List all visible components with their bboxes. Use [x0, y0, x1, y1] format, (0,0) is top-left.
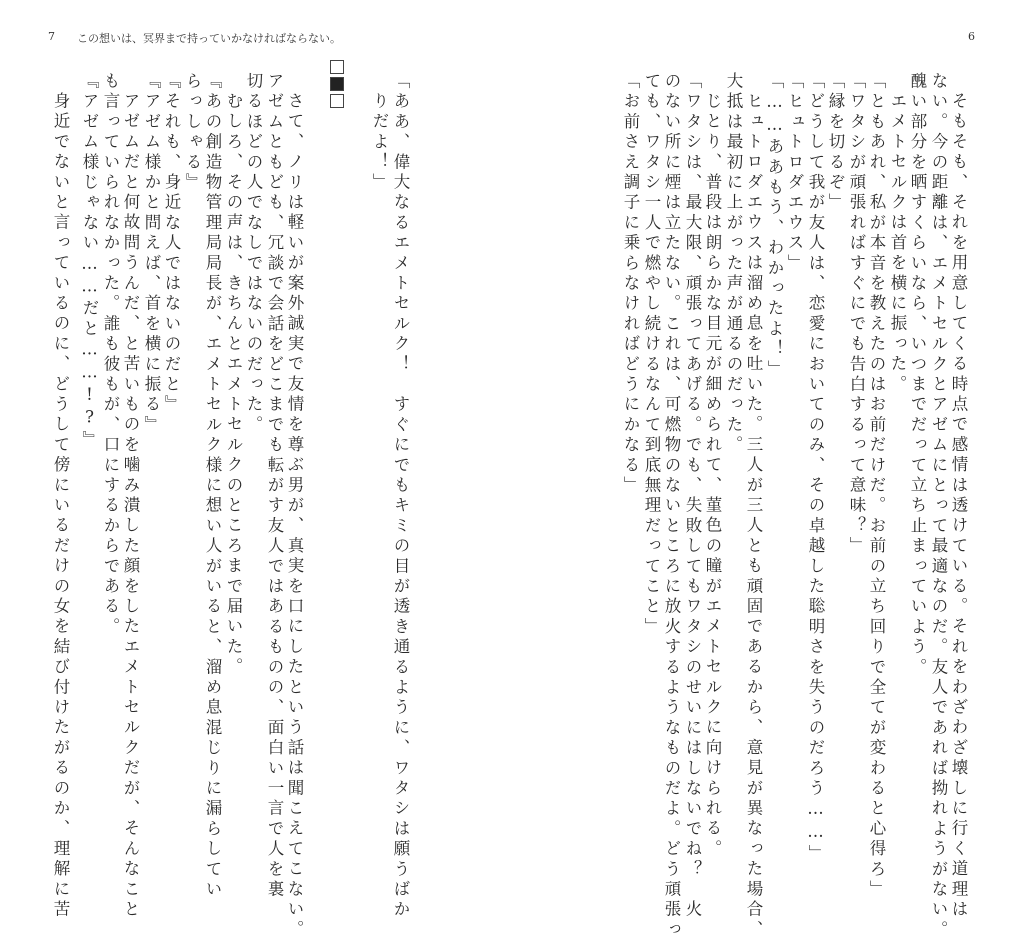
text-column: 「お前さえ調子に乗らなければどうにかなる」 — [621, 72, 640, 497]
text-column: ても、ワタシ一人で燃やし続けるなんて到底無理だってこと」 — [642, 72, 661, 638]
right-page — [512, 0, 1024, 941]
text-column: さて、ノリは軽いが案外誠実で友情を尊ぶ男が、真実を口にしたという話は聞こえてこない。 — [285, 92, 304, 941]
empty-square-icon — [330, 94, 344, 108]
text-column: 切るほどの人でなしではないのだった。 — [244, 72, 263, 436]
text-column: エメトセルクは首を横に振った。 — [888, 92, 907, 395]
text-column: 「縁を切るぞ」 — [826, 72, 845, 214]
running-title: この想いは、冥界まで持っていかなければならない。 — [77, 32, 341, 45]
text-column: ヒュトロダエウスは溜め息を吐いた。三人が三人とも頑固であるから、意見が異なった場合、 — [744, 92, 763, 941]
filled-square-icon — [330, 77, 344, 91]
text-column: アゼムだと何故問うんだ、と苦いものを噛み潰した顔をしたエメトセルクだが、そんなこと — [121, 92, 140, 921]
text-column: りだよ！」 — [370, 92, 389, 193]
text-column: 「ワタシが頑張ればすぐにでも告白するって意味？」 — [847, 72, 866, 557]
text-column: アゼムともども、冗談で会話をどこまでも転がす友人ではあるものの、面白い一言で人を裏 — [265, 72, 284, 901]
text-column: 『アゼム様かと問えば、首を横に振る』 — [142, 72, 161, 436]
text-column: 「ワタシは、最大限、頑張ってあげる。でも、失敗してもワタシのせいにはしないでね？ 火 — [683, 72, 702, 921]
text-column: 『アゼム様じゃない……だと……!?』 — [80, 72, 99, 451]
text-column: 大抵は最初に上がった声が通るのだった。 — [724, 72, 743, 456]
text-column: 「……ああもう、わかったよ！」 — [765, 72, 784, 380]
running-header — [48, 30, 341, 46]
text-column: らっしゃる』 — [183, 72, 202, 194]
text-column: のない所に煙は立たない。これは、可燃物のないところに放火するようなものだよ。どう頑張っ — [662, 72, 681, 941]
text-column: 「ああ、偉大なるエメトセルク！ すぐにでもキミの目が透き通るように、ワタシは願うばか — [391, 72, 410, 921]
text-column: も言っていられなかった。誰も彼もが、口にするからである。 — [101, 72, 120, 638]
text-column: 身近でないと言っているのに、どうして傍にいるだけの女を結び付けたがるのか、理解に苦 — [51, 92, 70, 921]
text-column: そもそも、それを用意してくる時点で感情は透けている。それをわざわざ壊しに行く道理は — [949, 92, 968, 921]
text-column: 「どうして我が友人は、恋愛においてのみ、その卓越した聡明さを失うのだろう……」 — [806, 72, 825, 865]
text-column: 「ともあれ、私が本音を教えたのはお前だけだ。お前の立ち回りで全てが変わると心得ろ」 — [867, 72, 886, 901]
text-column: 醜い部分を晒すくらいなら、いつまでだって立ち止まっていよう。 — [908, 72, 927, 678]
text-column: ない。今の距離は、エメトセルクとアゼムにとって最適なのだ。友人であれば拗れようがない。 — [929, 72, 948, 941]
page-number: 7 — [48, 30, 55, 43]
text-column: 『それも、身近な人ではないのだと』 — [162, 72, 181, 416]
text-column: 「ヒュトロダエウス」 — [785, 72, 804, 274]
text-column: じとり、普段は朗らかな目元が細められて、菫色の瞳がエメトセルクに向けられる。 — [703, 92, 722, 860]
empty-square-icon — [330, 60, 344, 74]
page-number: 6 — [968, 30, 975, 43]
text-column: むしろ、その声は、きちんとエメトセルクのところまで届いた。 — [224, 92, 243, 678]
text-column: 『あの創造物管理局局長が、エメトセルク様に想い人がいると、溜め息混じりに漏らしてい — [203, 72, 222, 901]
